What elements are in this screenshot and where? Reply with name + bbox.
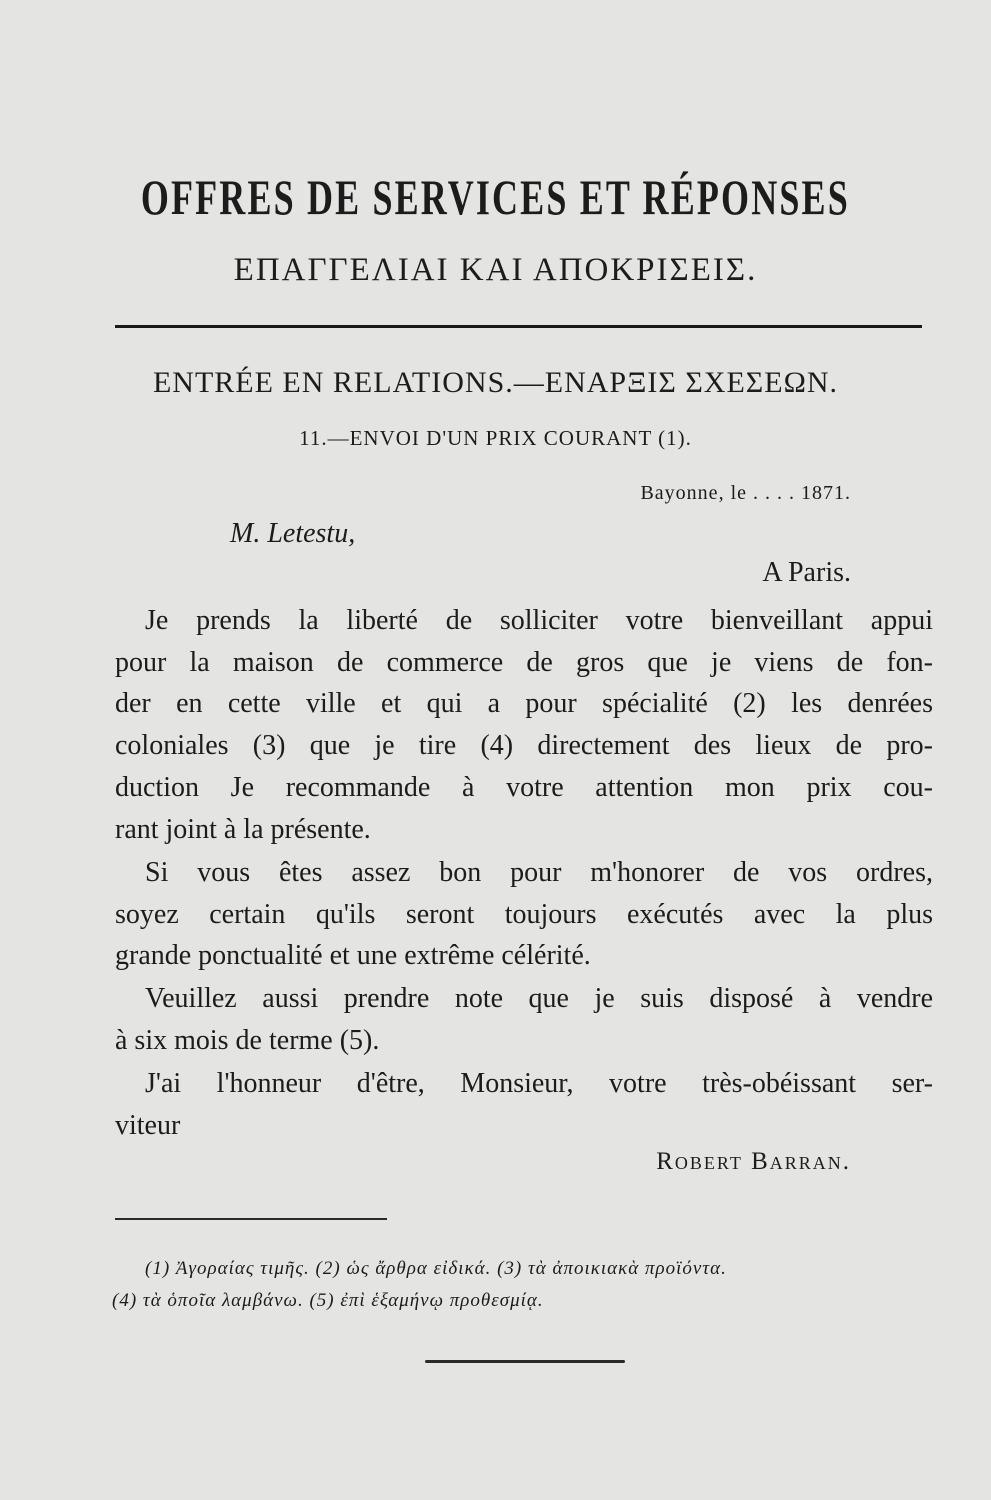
letter-line: coloniales (3) que je tire (4) directement des lieux de pro- xyxy=(115,730,933,761)
letter-signature: Robert Barran. xyxy=(656,1148,851,1175)
footnote-line: (4) τὰ ὁποῖα λαμβάνω. (5) ἐπὶ ἑξαμήνῳ προθεσμίᾳ. xyxy=(112,1290,544,1311)
section-subtitle: 11.—ENVOI D'UN PRIX COURANT (1). xyxy=(299,426,692,450)
letter-line: Je prends la liberté de solliciter votre bienveillant appui xyxy=(145,605,933,636)
letter-line: soyez certain qu'ils seront toujours exécutés avec la plus xyxy=(115,899,933,930)
letter-line: Veuillez aussi prendre note que je suis disposé à vendre xyxy=(145,983,933,1014)
letter-line: viteur xyxy=(115,1110,181,1141)
page-title: OFFRES DE SERVICES ET RÉPONSES xyxy=(140,169,850,225)
letter-line: rant joint à la présente. xyxy=(115,814,371,845)
end-ornament-rule xyxy=(425,1360,625,1363)
footnote-divider xyxy=(115,1218,387,1220)
letter-line: grande ponctualité et une extrême célérité. xyxy=(115,940,591,971)
letter-line: à six mois de terme (5). xyxy=(115,1025,380,1056)
letter-line: duction Je recommande à votre attention mon prix cou- xyxy=(115,772,933,803)
letter-line: Si vous êtes assez bon pour m'honorer de vos ordres, xyxy=(145,857,933,888)
footnote-line: (1) Ἀγοραίας τιμῆς. (2) ὡς ἄρθρα εἰδικά. (3) τὰ ἀποικιακὰ προϊόντα. xyxy=(145,1258,727,1279)
letter-line: J'ai l'honneur d'être, Monsieur, votre très-obéissant ser- xyxy=(145,1068,933,1099)
section-title: ENTRÉE EN RELATIONS.—ΕΝΑΡΞΙΣ ΣΧΕΣΕΩΝ. xyxy=(152,366,839,399)
letter-line: pour la maison de commerce de gros que je viens de fon- xyxy=(115,647,933,678)
letter-line: der en cette ville et qui a pour spécialité (2) les denrées xyxy=(115,688,933,719)
letter-date: Bayonne, le . . . . 1871. xyxy=(640,482,851,504)
page-subtitle-greek: ΕΠΑΓΓΕΛΙΑΙ ΚΑΙ ΑΠΟΚΡΙΣΕΙΣ. xyxy=(233,252,758,288)
letter-city: A Paris. xyxy=(762,557,851,588)
heading-divider xyxy=(115,325,922,328)
letter-recipient: M. Letestu, xyxy=(230,518,356,549)
